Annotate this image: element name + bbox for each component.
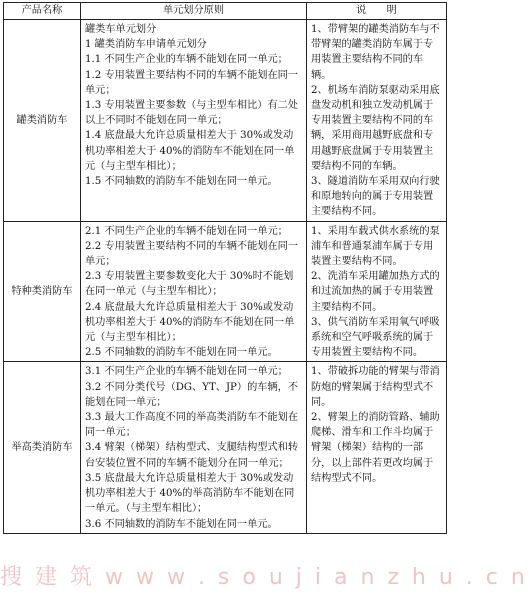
principle-line: 1.5 不同轴数的消防车不能划在同一单元。 bbox=[85, 176, 278, 188]
principle-line: 3.4 臂架（梯架）结构型式、支腿结构型式和转台安装位置不同的车辆不能划分在同一单元； bbox=[85, 442, 299, 469]
principle-line: 2.4 底盘最大允许总质量相差大于 30%或发动机功率相差大于 40%的消防车不能划在同一单元（与主型车相比）； bbox=[85, 301, 295, 344]
principles-cell bbox=[81, 221, 307, 362]
principle-line: 罐类车单元划分 bbox=[85, 24, 157, 35]
principle-line: 1.2 专用装置主要结构不同的车辆不能划在同一单元； bbox=[85, 69, 299, 96]
notes-cell bbox=[307, 221, 447, 362]
category-cell: 举高类消防车 bbox=[4, 362, 81, 533]
note-line: 3、隧道消防车采用双向行驶和原地转向的属于专用装置主要结构不同。 bbox=[311, 176, 440, 218]
principle-line: 2.2 专用装置主要结构不同的车辆不能划在同一单元； bbox=[85, 240, 299, 268]
note-line: 1、带臂架的罐类消防车与不带臂架的罐类消防车属于专用装置主要结构不同的车辆。 bbox=[311, 24, 440, 81]
principle-line: 1 罐类消防车申请单元划分 bbox=[85, 39, 207, 51]
note-line: 1、采用车载式供水系统的泵浦车和普通泵浦车属于专用装置主要结构不同。 bbox=[311, 225, 440, 268]
notes-cell bbox=[307, 20, 447, 222]
table-header-row bbox=[4, 3, 447, 20]
principle-line: 2.1 不同生产企业的车辆不能划在同一单元； bbox=[85, 225, 288, 237]
note-line: 3、供气消防车采用氧气呼吸系统和空气呼吸系统的属于专用装置主要结构不同。 bbox=[311, 316, 440, 359]
principle-line: 3.2 不同分类代号（DG、YT、JP）的车辆，不能划在同一单元； bbox=[85, 381, 299, 408]
table-row-special bbox=[4, 221, 447, 362]
category-cell: 罐类消防车 bbox=[4, 20, 81, 222]
table-row-aerial bbox=[4, 362, 447, 533]
principles-cell bbox=[81, 362, 307, 533]
note-line: 1、带破拆功能的臂架与带消防炮的臂架属于结构型式不同。 bbox=[311, 366, 440, 408]
note-line: 2、机场车消防泵驱动采用底盘发动机和独立发动机属于专用装置主要结构不同的车辆，采用商用越野底盘和专用越野底盘属于专用装置主要结构不同的车辆。 bbox=[311, 84, 440, 172]
note-line: 2、臂架上的消防管路、辅助爬梯、滑车和工作斗均属于臂架（梯架）结构的一部分，以上部件若更改均属于结构型式不同。 bbox=[311, 412, 440, 484]
principle-line: 1.4 底盘最大允许总质量相差大于 30%或发动机功率相差大于 40%的消防车不能划在同一单元（与主型车相比）； bbox=[85, 130, 295, 172]
header-product-name: 产品名称 bbox=[4, 3, 81, 20]
table-row-tank bbox=[4, 20, 447, 222]
principle-line: 1.3 专用装置主要参数（与主型车相比）有二处以上不同时不能划在同一单元； bbox=[85, 100, 299, 127]
notes-cell bbox=[307, 362, 447, 533]
principles-cell bbox=[81, 20, 307, 222]
unit-division-table bbox=[3, 2, 447, 534]
principle-line: 1.1 不同生产企业的车辆不能划在同一单元； bbox=[85, 54, 288, 66]
principle-line: 2.3 专用装置主要参数变化大于 30%时不能划在同一单元（与主型车相比）； bbox=[85, 271, 294, 298]
category-cell: 特种类消防车 bbox=[4, 221, 81, 362]
header-notes: 说 明 bbox=[307, 3, 447, 20]
note-line: 2、洗消车采用罐加热方式的和过流加热的属于专用装置主要结构不同。 bbox=[311, 271, 440, 313]
header-principle: 单元划分原则 bbox=[81, 3, 307, 20]
principle-line: 3.6 不同轴数的消防车不能划在同一单元。 bbox=[85, 518, 278, 530]
principle-line: 3.5 底盘最大允许总质量相差大于 30%或发动机功率相差大于 40%的举高消防车不能划在同一单元。（与主型车相比）； bbox=[85, 472, 295, 515]
principle-line: 2.5 不同轴数的消防车不能划在同一单元。 bbox=[85, 347, 278, 359]
watermark: 搜 建 筑 w w w . s o u j i a n z h u . c n bbox=[0, 565, 528, 590]
principle-line: 3.1 不同生产企业的车辆不能划在同一单元； bbox=[85, 366, 288, 378]
principle-line: 3.3 最大工作高度不同的举高类消防车不能划在同一单元； bbox=[85, 412, 299, 439]
